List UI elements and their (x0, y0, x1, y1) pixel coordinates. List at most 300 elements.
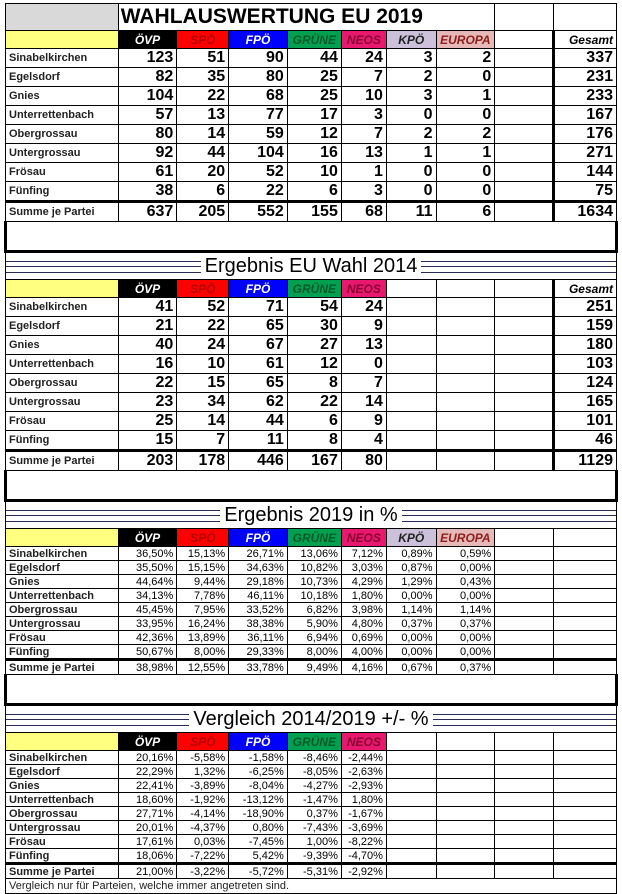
blank-cell[interactable] (436, 298, 495, 317)
value-cell[interactable]: 205 (177, 202, 229, 222)
row-label[interactable]: Egelsdorf (6, 765, 119, 779)
party-header[interactable]: ÖVP (118, 733, 177, 751)
blank-cell[interactable] (495, 561, 554, 575)
value-cell[interactable]: 0 (436, 163, 495, 182)
value-cell[interactable]: 15,13% (177, 547, 229, 561)
blank-cell[interactable] (436, 821, 495, 835)
total-cell[interactable]: 101 (553, 412, 616, 431)
blank-cell[interactable] (495, 807, 554, 821)
party-header[interactable]: SPÖ (177, 529, 229, 547)
party-header[interactable]: ÖVP (118, 280, 177, 298)
footnote[interactable]: Vergleich nur für Parteien, welche immer angetreten sind. (6, 879, 617, 894)
value-cell[interactable]: -1,67% (341, 807, 386, 821)
blank-cell[interactable] (386, 336, 436, 355)
total-cell[interactable]: 167 (553, 106, 616, 125)
value-cell[interactable]: -2,44% (341, 751, 386, 765)
row-label[interactable]: Frösau (6, 412, 119, 431)
row-label[interactable]: Sinabelkirchen (6, 298, 119, 317)
blank-cell[interactable] (495, 106, 554, 125)
value-cell[interactable]: 18,60% (118, 793, 177, 807)
value-cell[interactable]: 50,67% (118, 645, 177, 660)
value-cell[interactable]: 11 (229, 431, 288, 451)
value-cell[interactable]: 34 (177, 393, 229, 412)
row-label[interactable]: Sinabelkirchen (6, 751, 119, 765)
row-label[interactable]: Fünfing (6, 182, 119, 202)
value-cell[interactable]: 22,41% (118, 779, 177, 793)
blank-cell[interactable] (436, 849, 495, 864)
blank-cell[interactable] (553, 617, 616, 631)
value-cell[interactable]: 1 (386, 144, 436, 163)
blank-cell[interactable] (386, 412, 436, 431)
value-cell[interactable]: 7 (341, 374, 386, 393)
blank-cell[interactable] (553, 529, 616, 547)
value-cell[interactable]: 33,52% (229, 603, 288, 617)
value-cell[interactable]: 13,06% (287, 547, 341, 561)
value-cell[interactable]: 1,14% (386, 603, 436, 617)
value-cell[interactable]: 52 (229, 163, 288, 182)
value-cell[interactable]: 1,29% (386, 575, 436, 589)
value-cell[interactable]: 15,15% (177, 561, 229, 575)
blank-cell[interactable] (495, 431, 554, 451)
value-cell[interactable]: 0,00% (436, 631, 495, 645)
value-cell[interactable]: -9,39% (287, 849, 341, 864)
value-cell[interactable]: 67 (229, 336, 288, 355)
total-cell[interactable]: 103 (553, 355, 616, 374)
blank-cell[interactable] (495, 49, 554, 68)
value-cell[interactable]: 2 (436, 125, 495, 144)
value-cell[interactable]: 8 (287, 431, 341, 451)
row-label[interactable]: Summe je Partei (6, 660, 119, 675)
blank-cell[interactable] (386, 355, 436, 374)
value-cell[interactable]: 104 (118, 87, 177, 106)
blank-cell[interactable] (495, 31, 554, 49)
blank-cell[interactable] (495, 317, 554, 336)
value-cell[interactable]: 14 (177, 125, 229, 144)
blank-cell[interactable] (495, 298, 554, 317)
value-cell[interactable]: 0,80% (229, 821, 288, 835)
value-cell[interactable]: 45,45% (118, 603, 177, 617)
value-cell[interactable]: 0,37% (287, 807, 341, 821)
value-cell[interactable]: -4,14% (177, 807, 229, 821)
row-label[interactable]: Frösau (6, 835, 119, 849)
blank-cell[interactable] (553, 645, 616, 660)
value-cell[interactable]: 6,94% (287, 631, 341, 645)
blank-cell[interactable] (436, 765, 495, 779)
value-cell[interactable]: 1,32% (177, 765, 229, 779)
value-cell[interactable]: -3,89% (177, 779, 229, 793)
total-cell[interactable]: 124 (553, 374, 616, 393)
blank-cell[interactable] (386, 849, 436, 864)
row-label[interactable]: Unterrettenbach (6, 793, 119, 807)
value-cell[interactable]: 30 (287, 317, 341, 336)
value-cell[interactable]: 203 (118, 451, 177, 471)
party-header[interactable]: FPÖ (229, 733, 288, 751)
value-cell[interactable]: 10,82% (287, 561, 341, 575)
blank-cell[interactable] (386, 374, 436, 393)
blank-cell[interactable] (386, 807, 436, 821)
blank-cell[interactable] (495, 336, 554, 355)
total-cell[interactable]: 271 (553, 144, 616, 163)
value-cell[interactable]: -3,69% (341, 821, 386, 835)
row-label[interactable]: Sinabelkirchen (6, 49, 119, 68)
total-header[interactable]: Gesamt (553, 31, 616, 49)
row-label[interactable]: Untergrossau (6, 393, 119, 412)
value-cell[interactable]: 446 (229, 451, 288, 471)
value-cell[interactable]: -8,04% (229, 779, 288, 793)
value-cell[interactable]: 0,00% (436, 589, 495, 603)
total-cell[interactable]: 233 (553, 87, 616, 106)
value-cell[interactable]: 12 (287, 355, 341, 374)
row-label[interactable]: Obergrossau (6, 374, 119, 393)
value-cell[interactable]: 23 (118, 393, 177, 412)
section-title[interactable] (6, 501, 617, 529)
total-header[interactable]: Gesamt (553, 280, 616, 298)
value-cell[interactable]: 10,18% (287, 589, 341, 603)
value-cell[interactable]: 20,16% (118, 751, 177, 765)
value-cell[interactable]: 4 (341, 431, 386, 451)
value-cell[interactable]: 71 (229, 298, 288, 317)
total-cell[interactable]: 251 (553, 298, 616, 317)
row-label[interactable]: Gnies (6, 575, 119, 589)
row-label[interactable]: Sinabelkirchen (6, 547, 119, 561)
value-cell[interactable]: 44 (177, 144, 229, 163)
value-cell[interactable]: 6 (287, 182, 341, 202)
blank-cell[interactable] (495, 144, 554, 163)
blank-cell[interactable] (386, 733, 436, 751)
value-cell[interactable]: 20 (177, 163, 229, 182)
value-cell[interactable]: 552 (229, 202, 288, 222)
value-cell[interactable]: 10 (341, 87, 386, 106)
blank-cell[interactable] (436, 751, 495, 765)
value-cell[interactable]: 16 (287, 144, 341, 163)
blank-cell[interactable] (553, 821, 616, 835)
blank-cell[interactable] (386, 835, 436, 849)
value-cell[interactable]: 1,00% (287, 835, 341, 849)
blank-cell[interactable] (436, 355, 495, 374)
value-cell[interactable]: 4,00% (341, 645, 386, 660)
party-header[interactable]: SPÖ (177, 280, 229, 298)
blank-cell[interactable] (495, 660, 554, 675)
value-cell[interactable]: 0,67% (386, 660, 436, 675)
label-header[interactable] (6, 733, 119, 751)
value-cell[interactable]: 8 (287, 374, 341, 393)
value-cell[interactable]: 10 (177, 355, 229, 374)
blank-cell[interactable] (386, 451, 436, 471)
blank-cell[interactable] (436, 431, 495, 451)
blank-cell[interactable] (436, 317, 495, 336)
value-cell[interactable]: 4,29% (341, 575, 386, 589)
blank-cell[interactable] (386, 431, 436, 451)
blank-cell[interactable] (553, 864, 616, 879)
value-cell[interactable]: 54 (287, 298, 341, 317)
party-header[interactable]: FPÖ (229, 280, 288, 298)
blank-cell[interactable] (436, 393, 495, 412)
blank-cell[interactable] (436, 835, 495, 849)
value-cell[interactable]: 22,29% (118, 765, 177, 779)
row-label[interactable]: Obergrossau (6, 125, 119, 144)
value-cell[interactable]: 92 (118, 144, 177, 163)
value-cell[interactable]: 12,55% (177, 660, 229, 675)
value-cell[interactable]: 7 (341, 125, 386, 144)
blank-cell[interactable] (553, 561, 616, 575)
total-cell[interactable]: 1634 (553, 202, 616, 222)
value-cell[interactable]: 59 (229, 125, 288, 144)
row-label[interactable]: Egelsdorf (6, 561, 119, 575)
value-cell[interactable]: 3 (341, 182, 386, 202)
blank-cell[interactable] (553, 751, 616, 765)
blank-cell[interactable] (495, 575, 554, 589)
row-label[interactable]: Unterrettenbach (6, 589, 119, 603)
blank-cell[interactable] (553, 835, 616, 849)
value-cell[interactable]: 68 (341, 202, 386, 222)
value-cell[interactable]: 80 (118, 125, 177, 144)
value-cell[interactable]: 0,03% (177, 835, 229, 849)
value-cell[interactable]: 57 (118, 106, 177, 125)
blank-cell[interactable] (495, 280, 554, 298)
party-header[interactable]: GRÜNE (287, 529, 341, 547)
value-cell[interactable]: 8,00% (287, 645, 341, 660)
value-cell[interactable]: 61 (118, 163, 177, 182)
party-header[interactable]: ÖVP (118, 529, 177, 547)
blank-cell[interactable] (495, 779, 554, 793)
blank-cell[interactable] (386, 751, 436, 765)
value-cell[interactable]: 0,00% (436, 561, 495, 575)
row-label[interactable]: Untergrossau (6, 821, 119, 835)
value-cell[interactable]: 25 (287, 87, 341, 106)
blank-cell[interactable] (495, 529, 554, 547)
blank-cell[interactable] (436, 807, 495, 821)
party-header[interactable]: SPÖ (177, 733, 229, 751)
value-cell[interactable]: 0,00% (386, 645, 436, 660)
value-cell[interactable]: 13,89% (177, 631, 229, 645)
value-cell[interactable]: 0,69% (341, 631, 386, 645)
value-cell[interactable]: 65 (229, 317, 288, 336)
blank-cell[interactable] (495, 87, 554, 106)
row-label[interactable]: Fünfing (6, 849, 119, 864)
row-label[interactable]: Gnies (6, 87, 119, 106)
total-cell[interactable]: 1129 (553, 451, 616, 471)
value-cell[interactable]: 27 (287, 336, 341, 355)
value-cell[interactable]: 38,38% (229, 617, 288, 631)
value-cell[interactable]: 13 (177, 106, 229, 125)
blank-cell[interactable] (495, 617, 554, 631)
value-cell[interactable]: 123 (118, 49, 177, 68)
total-cell[interactable]: 337 (553, 49, 616, 68)
value-cell[interactable]: -5,72% (229, 864, 288, 879)
value-cell[interactable]: 0,00% (386, 589, 436, 603)
value-cell[interactable]: 9 (341, 412, 386, 431)
value-cell[interactable]: 46,11% (229, 589, 288, 603)
value-cell[interactable]: 29,18% (229, 575, 288, 589)
section-title[interactable] (6, 705, 617, 733)
blank-cell[interactable] (495, 835, 554, 849)
value-cell[interactable]: 2 (386, 125, 436, 144)
blank-cell[interactable] (553, 603, 616, 617)
row-label[interactable]: Unterrettenbach (6, 106, 119, 125)
value-cell[interactable]: 26,71% (229, 547, 288, 561)
row-label[interactable]: Summe je Partei (6, 451, 119, 471)
value-cell[interactable]: 16,24% (177, 617, 229, 631)
party-header[interactable]: FPÖ (229, 529, 288, 547)
value-cell[interactable]: -4,37% (177, 821, 229, 835)
value-cell[interactable]: 17 (287, 106, 341, 125)
total-cell[interactable]: 75 (553, 182, 616, 202)
value-cell[interactable]: 34,13% (118, 589, 177, 603)
value-cell[interactable]: 80 (341, 451, 386, 471)
value-cell[interactable]: 22 (177, 317, 229, 336)
value-cell[interactable]: 0 (386, 163, 436, 182)
value-cell[interactable]: 6 (177, 182, 229, 202)
value-cell[interactable]: 10 (287, 163, 341, 182)
value-cell[interactable]: 65 (229, 374, 288, 393)
value-cell[interactable]: -13,12% (229, 793, 288, 807)
total-cell[interactable]: 144 (553, 163, 616, 182)
value-cell[interactable]: 0 (386, 182, 436, 202)
value-cell[interactable]: 61 (229, 355, 288, 374)
value-cell[interactable]: 2 (436, 49, 495, 68)
blank-cell[interactable] (436, 412, 495, 431)
value-cell[interactable]: 14 (177, 412, 229, 431)
value-cell[interactable]: 13 (341, 144, 386, 163)
value-cell[interactable]: 0,43% (436, 575, 495, 589)
blank-cell[interactable] (436, 374, 495, 393)
blank-cell[interactable] (386, 793, 436, 807)
party-header[interactable]: GRÜNE (287, 31, 341, 49)
blank-cell[interactable] (436, 336, 495, 355)
value-cell[interactable]: 637 (118, 202, 177, 222)
blank-cell[interactable] (436, 733, 495, 751)
blank-cell[interactable] (436, 779, 495, 793)
value-cell[interactable]: 38,98% (118, 660, 177, 675)
blank-cell[interactable] (386, 765, 436, 779)
value-cell[interactable]: 90 (229, 49, 288, 68)
value-cell[interactable]: 21,00% (118, 864, 177, 879)
blank-cell[interactable] (436, 280, 495, 298)
value-cell[interactable]: -2,92% (341, 864, 386, 879)
row-label[interactable]: Untergrossau (6, 617, 119, 631)
value-cell[interactable]: 5,90% (287, 617, 341, 631)
total-cell[interactable]: 176 (553, 125, 616, 144)
value-cell[interactable]: -5,58% (177, 751, 229, 765)
value-cell[interactable]: 13 (341, 336, 386, 355)
row-label[interactable]: Fünfing (6, 645, 119, 660)
value-cell[interactable]: 12 (287, 125, 341, 144)
value-cell[interactable]: 6 (287, 412, 341, 431)
value-cell[interactable]: 68 (229, 87, 288, 106)
value-cell[interactable]: 22 (118, 374, 177, 393)
value-cell[interactable]: 33,78% (229, 660, 288, 675)
value-cell[interactable]: 6,82% (287, 603, 341, 617)
blank-cell[interactable] (495, 589, 554, 603)
blank-cell[interactable] (495, 125, 554, 144)
value-cell[interactable]: -1,58% (229, 751, 288, 765)
value-cell[interactable]: -18,90% (229, 807, 288, 821)
value-cell[interactable]: 1 (341, 163, 386, 182)
total-cell[interactable]: 165 (553, 393, 616, 412)
value-cell[interactable]: 62 (229, 393, 288, 412)
blank-cell[interactable] (495, 849, 554, 864)
value-cell[interactable]: 9 (341, 317, 386, 336)
value-cell[interactable]: 0 (341, 355, 386, 374)
blank-cell[interactable] (386, 393, 436, 412)
party-header[interactable]: KPÖ (386, 529, 436, 547)
party-header[interactable]: ÖVP (118, 31, 177, 49)
blank-cell[interactable] (436, 451, 495, 471)
blank-cell[interactable] (495, 163, 554, 182)
value-cell[interactable]: 25 (118, 412, 177, 431)
blank-cell[interactable] (495, 547, 554, 561)
party-header[interactable]: NEOS (341, 529, 386, 547)
party-header[interactable]: NEOS (341, 31, 386, 49)
row-label[interactable]: Frösau (6, 163, 119, 182)
value-cell[interactable]: 44 (229, 412, 288, 431)
spacer-cell[interactable] (6, 222, 617, 252)
value-cell[interactable]: 0,00% (436, 645, 495, 660)
blank-cell[interactable] (6, 4, 119, 31)
value-cell[interactable]: -7,22% (177, 849, 229, 864)
value-cell[interactable]: 33,95% (118, 617, 177, 631)
blank-cell[interactable] (495, 4, 554, 31)
value-cell[interactable]: 25 (287, 68, 341, 87)
value-cell[interactable]: 7,12% (341, 547, 386, 561)
row-label[interactable]: Unterrettenbach (6, 355, 119, 374)
value-cell[interactable]: -5,31% (287, 864, 341, 879)
value-cell[interactable]: 44 (287, 49, 341, 68)
blank-cell[interactable] (386, 280, 436, 298)
blank-cell[interactable] (495, 733, 554, 751)
value-cell[interactable]: -7,43% (287, 821, 341, 835)
value-cell[interactable]: 11 (386, 202, 436, 222)
value-cell[interactable]: 51 (177, 49, 229, 68)
value-cell[interactable]: 35,50% (118, 561, 177, 575)
party-header[interactable]: GRÜNE (287, 733, 341, 751)
party-header[interactable]: KPÖ (386, 31, 436, 49)
value-cell[interactable]: 3,98% (341, 603, 386, 617)
party-header[interactable]: GRÜNE (287, 280, 341, 298)
value-cell[interactable]: 0,87% (386, 561, 436, 575)
blank-cell[interactable] (386, 864, 436, 879)
row-label[interactable]: Egelsdorf (6, 317, 119, 336)
value-cell[interactable]: 24 (177, 336, 229, 355)
blank-cell[interactable] (553, 575, 616, 589)
value-cell[interactable]: -4,70% (341, 849, 386, 864)
value-cell[interactable]: 8,00% (177, 645, 229, 660)
value-cell[interactable]: 1 (436, 87, 495, 106)
value-cell[interactable]: 7,95% (177, 603, 229, 617)
total-cell[interactable]: 46 (553, 431, 616, 451)
value-cell[interactable]: 35 (177, 68, 229, 87)
value-cell[interactable]: -1,92% (177, 793, 229, 807)
value-cell[interactable]: 42,36% (118, 631, 177, 645)
value-cell[interactable]: 9,44% (177, 575, 229, 589)
blank-cell[interactable] (386, 779, 436, 793)
value-cell[interactable]: 0,89% (386, 547, 436, 561)
value-cell[interactable]: 5,42% (229, 849, 288, 864)
value-cell[interactable]: -1,47% (287, 793, 341, 807)
blank-cell[interactable] (553, 765, 616, 779)
blank-cell[interactable] (553, 589, 616, 603)
value-cell[interactable]: 9,49% (287, 660, 341, 675)
value-cell[interactable]: 155 (287, 202, 341, 222)
label-header[interactable] (6, 529, 119, 547)
value-cell[interactable]: 36,11% (229, 631, 288, 645)
value-cell[interactable]: 3,03% (341, 561, 386, 575)
value-cell[interactable]: 36,50% (118, 547, 177, 561)
blank-cell[interactable] (553, 779, 616, 793)
value-cell[interactable]: -8,22% (341, 835, 386, 849)
value-cell[interactable]: -4,27% (287, 779, 341, 793)
blank-cell[interactable] (495, 864, 554, 879)
